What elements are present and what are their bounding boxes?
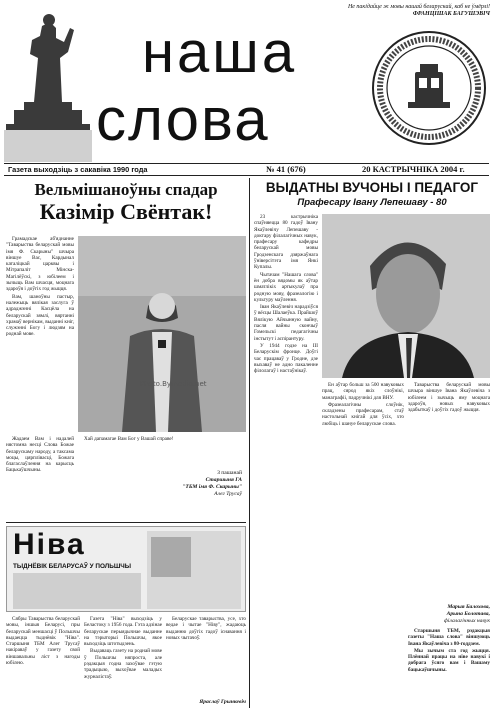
niva-logo: Ніва	[13, 528, 86, 561]
cardinal-photo	[78, 236, 246, 432]
motto-author: ФРАНЦІШАК БАГУШЭВІЧ	[412, 11, 490, 17]
right-subhead: Прафесару Івану Лепешаву - 80	[297, 197, 447, 208]
issue-date: 20 КАСТРЫЧНІКА 2004 г.	[362, 164, 465, 174]
left-signoff: З пашанай Старшыня ГА "ТБМ імя Ф. Скарыны" Алег Трусаў	[182, 470, 242, 497]
niva-clipping	[6, 526, 246, 612]
issue-number: № 41 (676)	[266, 164, 306, 174]
professor-portrait	[322, 214, 490, 378]
right-signature: Марыя Балохова, Арына Болотава, філалагічных навук	[443, 604, 490, 624]
niva-col1: Сябры Таварыства беларускай мовы, іншыя Беларусі, пры беларускай меншасці ў Польшчы выдаецца тыднёвік "Ніва". Старшыня ТБМ Алег Трусаў накіраваў у газету свой віншавальны ліст з нагоды юбілею.	[6, 616, 80, 667]
left-headline-1: Вельмішаноўны спадар	[34, 180, 218, 199]
right-article-col3: Таварыства беларускай мовы шчыра віншуе Івана Якаўлевіча з юбілеем і зычыць яму моцнага здароўя, новых навуковых здабыткаў і доўгіх гадоў жыцця.	[408, 382, 490, 414]
right-headline: ВЫДАТНЫ ВУЧОНЫ І ПЕДАГОГ	[265, 180, 479, 195]
right-article-col1: 23 кастрычніка спаўняецца 80 гадоў Івану Якаўлевічу Лепешаву - доктару філалагічных навук, прафесару кафедры беларускай мовы Гродзенскага дзяржаўнага ўніверсітэта імя Янкі Купалы. Чытачам "Нашага слова" ён добра вядомы як аўтар шматлікіх артыкулаў пра родную мову, фразеалогію і культуру маўлення. Іван Якаўлевіч нарадзіўся ў вёсцы Шалаеўка. Прайшоў Вялікую Айчынную вайну, пасля вайны скончыў Гомельскі педагагічны інстытут і аспірантуру. У 1944 годзе на ІІІ Беларускім фронце. Доўгі час працаваў у Гродне, дзе выхаваў не адно пакаленне філолагаў і настаўнікаў.	[254, 214, 318, 375]
left-article-text: Грамадскае аб'яднанне "Таварыства беларускай мовы імя Ф. Скарыны" шчыра віншуе Вас, Кардынал каталіцкай царквы і Мітрапаліт Мінска-Магілёўскі, з юбілеем і зычыць Вам шчасця, моцнага здароўя і доўгіх год жыцця. Вам, шаноўны пастыр, належыць вялікая заслуга ў адраджэнні Касцёла на беларускай зямлі, вяртанні храмаў вернікам, выданні кніг, служэнні Богу і людзям на роднай мове.	[6, 236, 74, 338]
niva-signature: Яраслаў Грынкевіч	[199, 699, 246, 705]
masthead-motto: Не пакідайце ж мовы нашай беларускай, каб не ўмёрлі! ФРАНЦІШАК БАГУШЭВІЧ	[260, 4, 490, 18]
niva-col3: Беларускае таварыства, усе, хто ведае і чытае "Ніву", жадаюць выданню доўгіх гадоў існавання і новых чытачоў.	[166, 616, 246, 641]
niva-col2: Газета "Ніва" выходзіць у Беластоку з 1956 года. Гэта адзінае беларускае перыядычнае выданне на тэрыторыі Польшчы, якое выходзіць штотыдзень. Выдаваць газету на роднай мове ў Польшчы няпроста, але рэдакцыя годна захоўвае гэтую традыцыю, выхоўвае маладых журналістаў.	[84, 616, 162, 680]
niva-tagline: ТЫДНЁВІК БЕЛАРУСАЎ У ПОЛЬШЧЫ	[13, 563, 132, 570]
left-article-text-cont: Жадаем Вам і надалей нястомна несці Слова Божае беларускаму народу, а таксама моцы, цярплівасці, Божага благаслаўлення на карысць Бацькаўшчыны.	[6, 436, 74, 474]
right-sidebar-greeting: Старшыня ТБМ, рэдакцыя газеты "Наша слова" віншуюць Івана Якаўлевіча з 80-годдзем. Мы зычым ста год жыцця. Плённай працы на ніве навукі і добрага ўсяго вам і Вашаму бацькаўшчыны.	[408, 628, 490, 673]
masthead-title-line2: слова	[96, 86, 270, 153]
photo-credit: Photo.Bymedia.net	[140, 380, 207, 388]
right-article-col2: Ён аўтар больш за 500 навуковых прац, сярод якіх слоўнікі, манаграфіі, падручнікі для ВНУ. Фразеалагічны слоўнік, складзены прафесарам, стаў настольнай кнігай для ўсіх, хто любіць і шануе беларускае слова.	[322, 382, 404, 427]
left-article-text-cont2: Хай дапамагае Вам Бог у Вашай справе!	[84, 436, 174, 442]
monument-illustration	[4, 6, 92, 162]
masthead-title-line1: наша	[142, 20, 298, 85]
meta-since: Газета выходзіць з сакавіка 1990 года	[8, 165, 148, 174]
tbm-seal-emblem	[370, 28, 488, 148]
left-headline-2: Казімір Свёнтак!	[39, 199, 213, 224]
